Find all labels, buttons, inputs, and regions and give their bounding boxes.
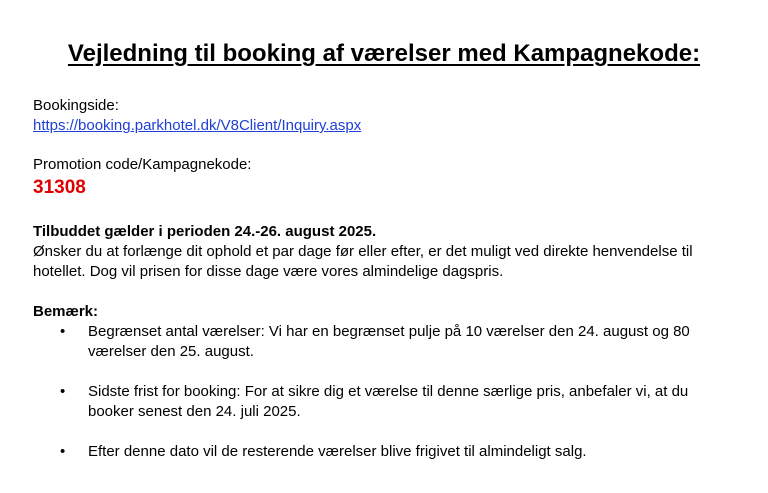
bullet-icon: • [60,383,66,400]
period-heading: Tilbuddet gælder i perioden 24.-26. august 2025. [33,223,377,240]
booking-label: Bookingside: [33,97,119,114]
list-item [56,442,736,462]
booking-link[interactable]: https://booking.parkhotel.dk/V8Client/Inquiry.aspx [33,117,362,134]
promo-code: 31308 [33,177,86,198]
list-item-text: Sidste frist for booking: For at sikre dig et værelse til denne særlige pris, anbefaler vi, at du booker senest den 24. juli 2025. [88,383,689,420]
list-item [56,382,736,422]
note-heading: Bemærk: [33,303,99,320]
list-item [56,322,736,362]
promo-label: Promotion code/Kampagnekode: [33,156,252,173]
document-title: Vejledning til booking af værelser med Kampagnekode: [67,40,701,67]
list-item-text: Begrænset antal værelser: Vi har en begrænset pulje på 10 værelser den 24. august og 80 værelser den 25. august. [88,323,690,360]
note-list [56,322,736,482]
bullet-icon: • [60,323,66,340]
bullet-icon: • [60,443,66,460]
list-item-text: Efter denne dato vil de resterende værelser blive frigivet til almindeligt salg. [88,443,587,460]
period-text: Ønsker du at forlænge dit ophold et par dage før eller efter, er det muligt ved direkte henvendelse til hotellet. Dog vil prisen for disse dage være vores almindelige dagspris. [33,243,693,280]
